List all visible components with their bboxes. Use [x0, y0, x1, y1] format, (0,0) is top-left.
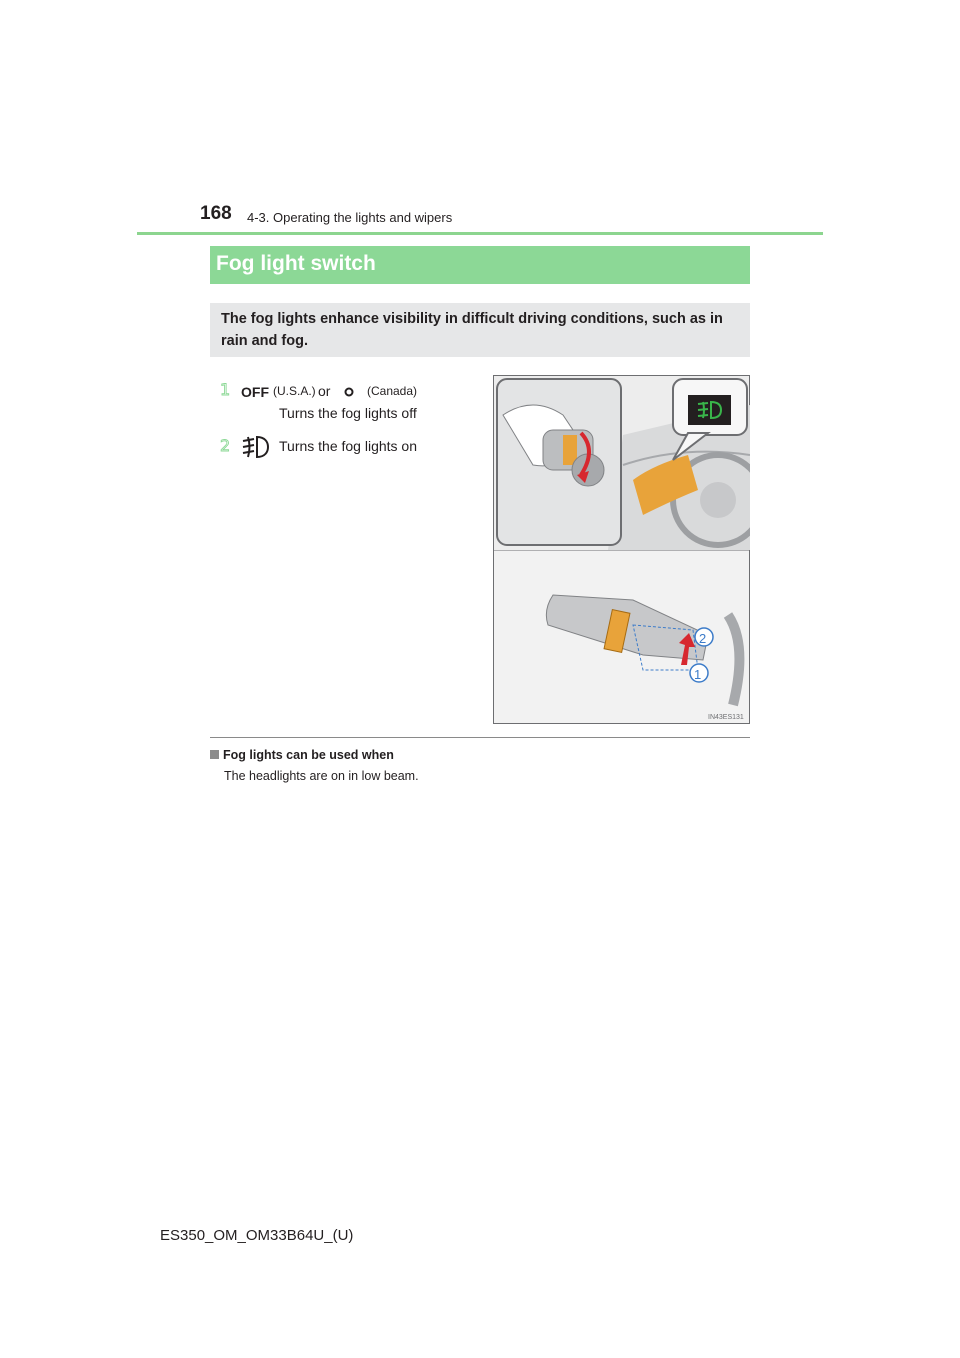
item-number-text: 2 [220, 436, 231, 454]
fog-light-icon [240, 434, 270, 463]
square-bullet-icon [210, 750, 219, 759]
intro-text: The fog lights enhance visibility in difficult driving conditions, such as in rain and fog. [221, 311, 723, 349]
figure-callout-1: 1 [694, 667, 702, 682]
footer-code: ES350_OM_OM33B64U_(U) [160, 1227, 354, 1244]
or-text: or [318, 383, 331, 399]
number-outline-icon [216, 436, 234, 454]
section-title: 4-3. Operating the lights and wipers [247, 210, 453, 225]
item-2 [210, 434, 490, 464]
off-circle-icon [343, 385, 355, 401]
heading-bar [210, 246, 750, 284]
intro-box [210, 303, 750, 357]
number-outline-icon [216, 380, 234, 398]
note-title [210, 748, 394, 762]
fog-switch-illustration [493, 375, 750, 724]
item-number [216, 380, 234, 402]
note-title-text: Fog lights can be used when [223, 748, 394, 762]
note-divider [210, 737, 750, 738]
figure-code: IN43ES131 [708, 714, 744, 721]
item-number [216, 436, 234, 458]
item-description: Turns the fog lights off [279, 405, 417, 421]
region-usa: (U.S.A.) [273, 384, 316, 398]
page-number: 168 [200, 203, 232, 224]
item-number-text: 1 [220, 380, 231, 398]
note-body: The headlights are on in low beam. [224, 769, 419, 783]
region-canada: (Canada) [367, 384, 418, 398]
item-description: Turns the fog lights on [279, 438, 418, 454]
header-rule [137, 232, 823, 235]
page-heading: Fog light switch [216, 252, 376, 275]
item-1 [210, 378, 490, 438]
figure-callout-2: 2 [699, 631, 707, 646]
off-label: OFF [241, 384, 269, 400]
